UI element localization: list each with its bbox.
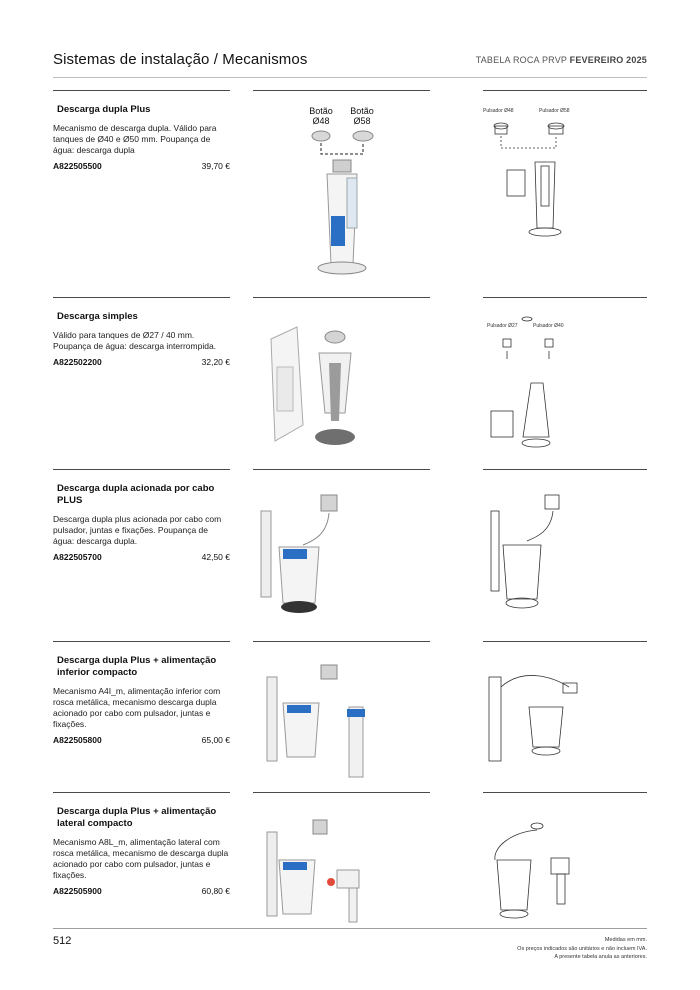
product-name: Descarga dupla Plus + alimentação lateral compacto: [57, 806, 217, 829]
drawing-label-58: Pulsador Ø58: [539, 108, 570, 114]
product-name: Descarga dupla acionada por cabo PLUS: [57, 483, 215, 506]
button-label-48: Botão Ø48: [309, 106, 333, 126]
footnote-prices: Os preços indicados são unitários e não incluem IVA.: [517, 945, 647, 952]
product-name: Descarga simples: [57, 311, 138, 322]
product-code: A822505800: [53, 735, 102, 745]
single-flush-valve-illustration: [253, 303, 430, 463]
product-photo: [253, 475, 430, 635]
bottom-inlet-set-illustration: [253, 647, 430, 787]
valve-line-drawing: [483, 303, 647, 463]
set-line-drawing: [483, 647, 647, 787]
product-price: 60,80 €: [201, 886, 230, 896]
product-description: Válido para tanques de Ø27 / 40 mm. Poupança de água: descarga interrompida.: [53, 330, 217, 351]
product-description: Descarga dupla plus acionada por cabo com pulsador, juntas e fixações. Poupança de água: descarga dupla.: [53, 514, 222, 546]
dual-flush-valve-illustration: [253, 96, 430, 286]
footer-divider: [53, 928, 647, 929]
valve-line-drawing: [483, 96, 647, 286]
button-label-58: Botão Ø58: [350, 106, 374, 126]
product-price: 39,70 €: [201, 161, 230, 171]
technical-drawing: [483, 303, 647, 463]
footnotes: [517, 936, 647, 962]
product-price: 32,20 €: [201, 357, 230, 367]
drawing-label-40: Pulsador Ø40: [533, 323, 564, 329]
product-photo: [253, 303, 430, 463]
product-name: Descarga dupla Plus: [57, 104, 151, 115]
footnote-measures: Medidas em mm.: [604, 937, 647, 943]
product-price: 42,50 €: [201, 552, 230, 562]
page-title: Sistemas de instalação / Mecanismos: [53, 51, 308, 68]
product-description: Mecanismo A8L_m, alimentação lateral com rosca metálica, mecanismo de descarga dupla acionado por cabo com pulsador, juntas e fixações.: [53, 837, 229, 880]
product-photo: [253, 798, 430, 926]
product-code: A822505500: [53, 161, 102, 171]
footnote-validity: A presente tabela anula as anteriores.: [554, 954, 647, 960]
product-photo: [253, 647, 430, 787]
product-code: A822505900: [53, 886, 102, 896]
page-meta: [476, 55, 647, 65]
technical-drawing: [483, 96, 647, 286]
product-price: 65,00 €: [201, 735, 230, 745]
product-description: Mecanismo de descarga dupla. Válido para tanques de Ø40 e Ø50 mm. Poupança de água: descarga dupla: [53, 123, 217, 155]
meta-prefix: TABELA ROCA PRVP: [475, 55, 567, 65]
header-divider: [53, 77, 647, 78]
product-description: Mecanismo A4I_m, alimentação inferior com rosca metálica, mecanismo descarga dupla acionado por cabo com pulsador, juntas e fixações.: [53, 686, 221, 729]
drawing-label-48: Pulsador Ø48: [483, 108, 514, 114]
valve-line-drawing: [483, 475, 647, 635]
technical-drawing: [483, 475, 647, 635]
meta-edition: FEVEREIRO 2025: [569, 55, 647, 65]
product-code: A822502200: [53, 357, 102, 367]
side-inlet-set-illustration: [253, 798, 430, 926]
page-number: 512: [53, 935, 72, 947]
technical-drawing: [483, 798, 647, 926]
technical-drawing: [483, 647, 647, 787]
cable-flush-valve-illustration: [253, 475, 430, 635]
product-code: A822505700: [53, 552, 102, 562]
set-line-drawing: [483, 798, 647, 926]
drawing-label-27: Pulsador Ø27: [487, 323, 518, 329]
product-name: Descarga dupla Plus + alimentação inferior compacto: [57, 655, 217, 678]
product-photo: [253, 96, 430, 286]
